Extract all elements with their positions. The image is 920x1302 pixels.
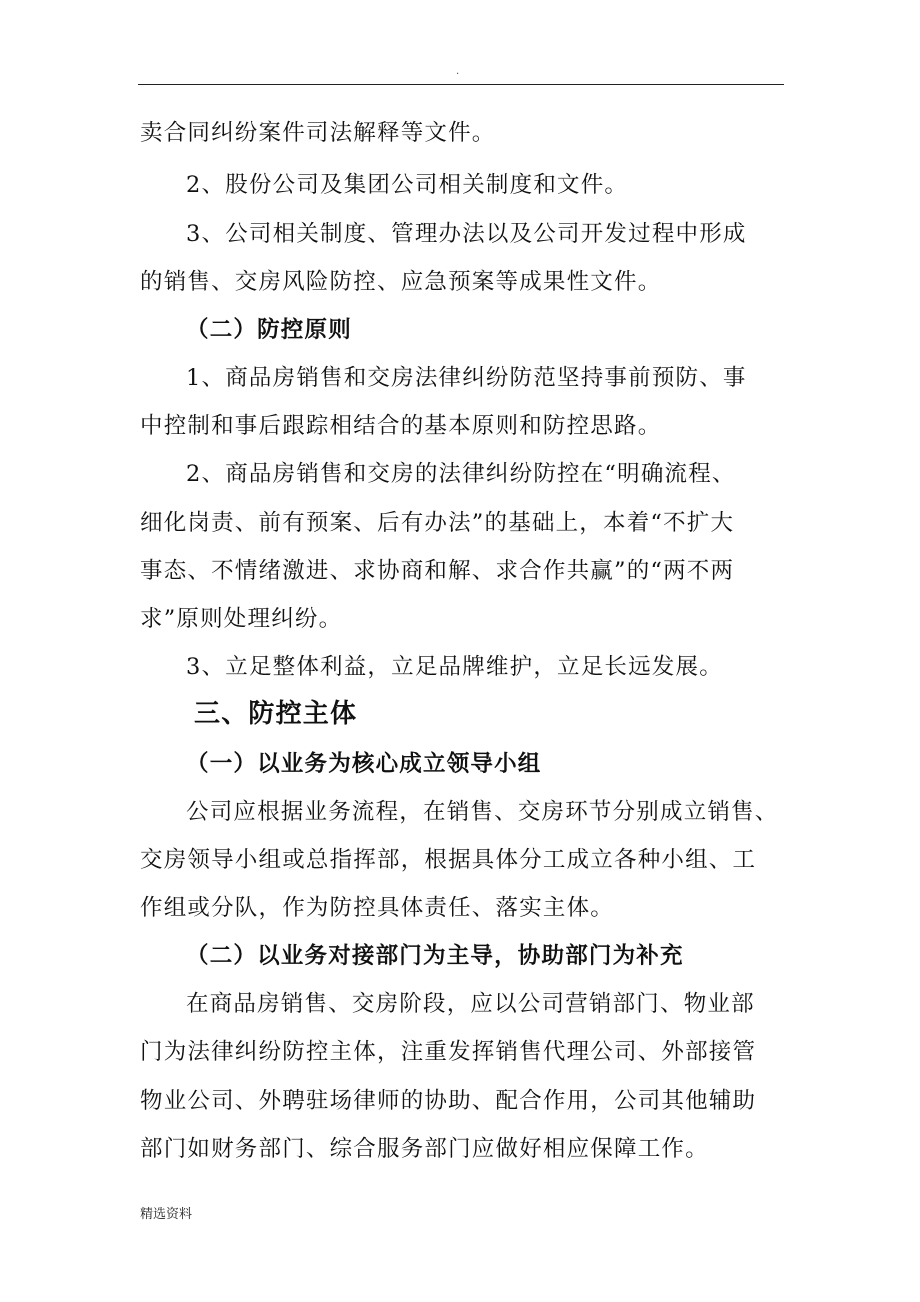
body-line: 细化岗责、前有预案、后有办法”的基础上，本着“不扩大 [140, 510, 735, 536]
body-line: 交房领导小组或总指挥部，根据具体分工成立各种小组、工 [140, 847, 757, 873]
body-line: 3、立足整体利益，立足品牌维护，立足长远发展。 [186, 654, 723, 680]
body-line: 作组或分队，作为防控具体责任、落实主体。 [140, 895, 615, 921]
body-line: 求”原则处理纠纷。 [140, 606, 343, 632]
header-rule [138, 84, 784, 85]
subheading-departments: （二）以业务对接部门为主导，协助部门为补充 [186, 943, 684, 969]
section-heading: 三、防控主体 [194, 699, 358, 729]
body-line: 门为法律纠纷防控主体，注重发挥销售代理公司、外部接管 [140, 1039, 757, 1065]
body-line: 3、公司相关制度、管理办法以及公司开发过程中形成 [186, 221, 747, 247]
subheading-leadership: （一）以业务为核心成立领导小组 [186, 751, 542, 777]
body-line: 公司应根据业务流程，在销售、交房环节分别成立销售、 [186, 799, 779, 825]
body-line: 卖合同纠纷案件司法解释等文件。 [140, 120, 496, 146]
body-line: 事态、不情绪激进、求协商和解、求合作共赢”的“两不两 [140, 558, 735, 584]
body-line: 2、商品房销售和交房的法律纠纷防控在“明确流程、 [186, 461, 736, 487]
header-mark: . [456, 66, 460, 77]
body-line: 物业公司、外聘驻场律师的协助、配合作用，公司其他辅助 [140, 1088, 757, 1114]
subheading-principles: （二）防控原则 [186, 317, 352, 343]
body-line: 部门如财务部门、综合服务部门应做好相应保障工作。 [140, 1136, 709, 1162]
footer-label: 精选资料 [140, 1207, 193, 1222]
body-line: 在商品房销售、交房阶段，应以公司营销部门、物业部 [186, 991, 755, 1017]
body-line: 中控制和事后跟踪相结合的基本原则和防控思路。 [140, 413, 662, 439]
body-line: 1、商品房销售和交房法律纠纷防范坚持事前预防、事 [186, 365, 747, 391]
body-line: 2、股份公司及集团公司相关制度和文件。 [186, 172, 629, 198]
body-line: 的销售、交房风险防控、应急预案等成果性文件。 [140, 269, 662, 295]
